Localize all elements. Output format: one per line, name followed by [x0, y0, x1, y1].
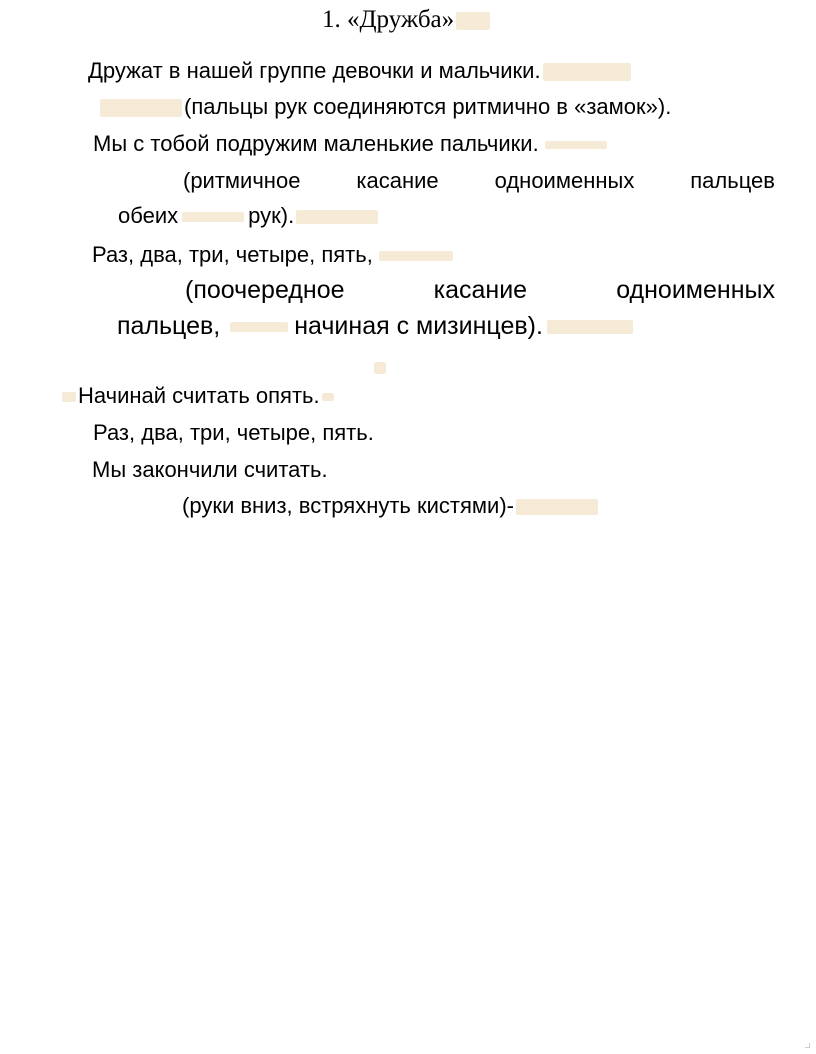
highlight-mark [547, 320, 633, 334]
poem-line-4 [183, 167, 775, 195]
line-text: (руки вниз, встряхнуть кистями)- [182, 493, 514, 518]
highlight-mark [543, 63, 631, 81]
line-word: начиная с мизинцев). [294, 312, 543, 340]
line-text: (пальцы рук соединяются ритмично в «замок»). [184, 94, 672, 119]
line-word: касание [356, 168, 439, 193]
highlight-mark [379, 251, 453, 261]
line-word: (ритмичное [183, 168, 301, 193]
highlight-mark [456, 12, 490, 30]
highlight-mark [296, 210, 378, 224]
poem-line-6 [92, 241, 453, 269]
poem-line-12 [182, 492, 598, 520]
poem-line-9 [62, 382, 334, 410]
highlight-mark [322, 393, 334, 401]
highlight-mark [100, 99, 182, 117]
line-word: пальцев [690, 168, 775, 193]
title-text: 1. «Дружба» [322, 6, 455, 33]
line-word: рук). [248, 203, 295, 228]
line-word: обеих [118, 203, 179, 228]
poem-line-1 [88, 57, 631, 85]
line-word: одноименных [616, 276, 775, 304]
highlight-mark [230, 322, 288, 332]
highlight-mark [516, 499, 598, 515]
poem-line-3 [93, 130, 607, 158]
line-word: пальцев, [117, 312, 221, 340]
line-text: Раз, два, три, четыре, пять, [92, 242, 373, 267]
line-text: Начинай считать опять. [78, 383, 320, 408]
line-text: Мы с тобой подружим маленькие пальчики. [93, 131, 539, 156]
line-word: (поочередное [185, 276, 345, 304]
poem-line-10 [93, 419, 374, 447]
line-word: одноименных [494, 168, 635, 193]
poem-line-8 [117, 312, 633, 340]
page-corner-mark [805, 1043, 810, 1048]
poem-line-7 [185, 276, 775, 304]
poem-line-5 [118, 202, 378, 230]
highlight-mark [182, 212, 244, 222]
poem-line-11 [92, 456, 328, 484]
poem-line-2 [100, 93, 671, 121]
highlight-mark [62, 392, 76, 402]
document-title [322, 6, 490, 34]
highlight-mark [545, 141, 607, 149]
highlight-mark [374, 362, 386, 374]
line-text: Раз, два, три, четыре, пять. [93, 420, 374, 445]
line-text: Мы закончили считать. [92, 457, 328, 482]
line-word: касание [433, 276, 528, 304]
line-text: Дружат в нашей группе девочки и мальчики. [88, 58, 541, 83]
